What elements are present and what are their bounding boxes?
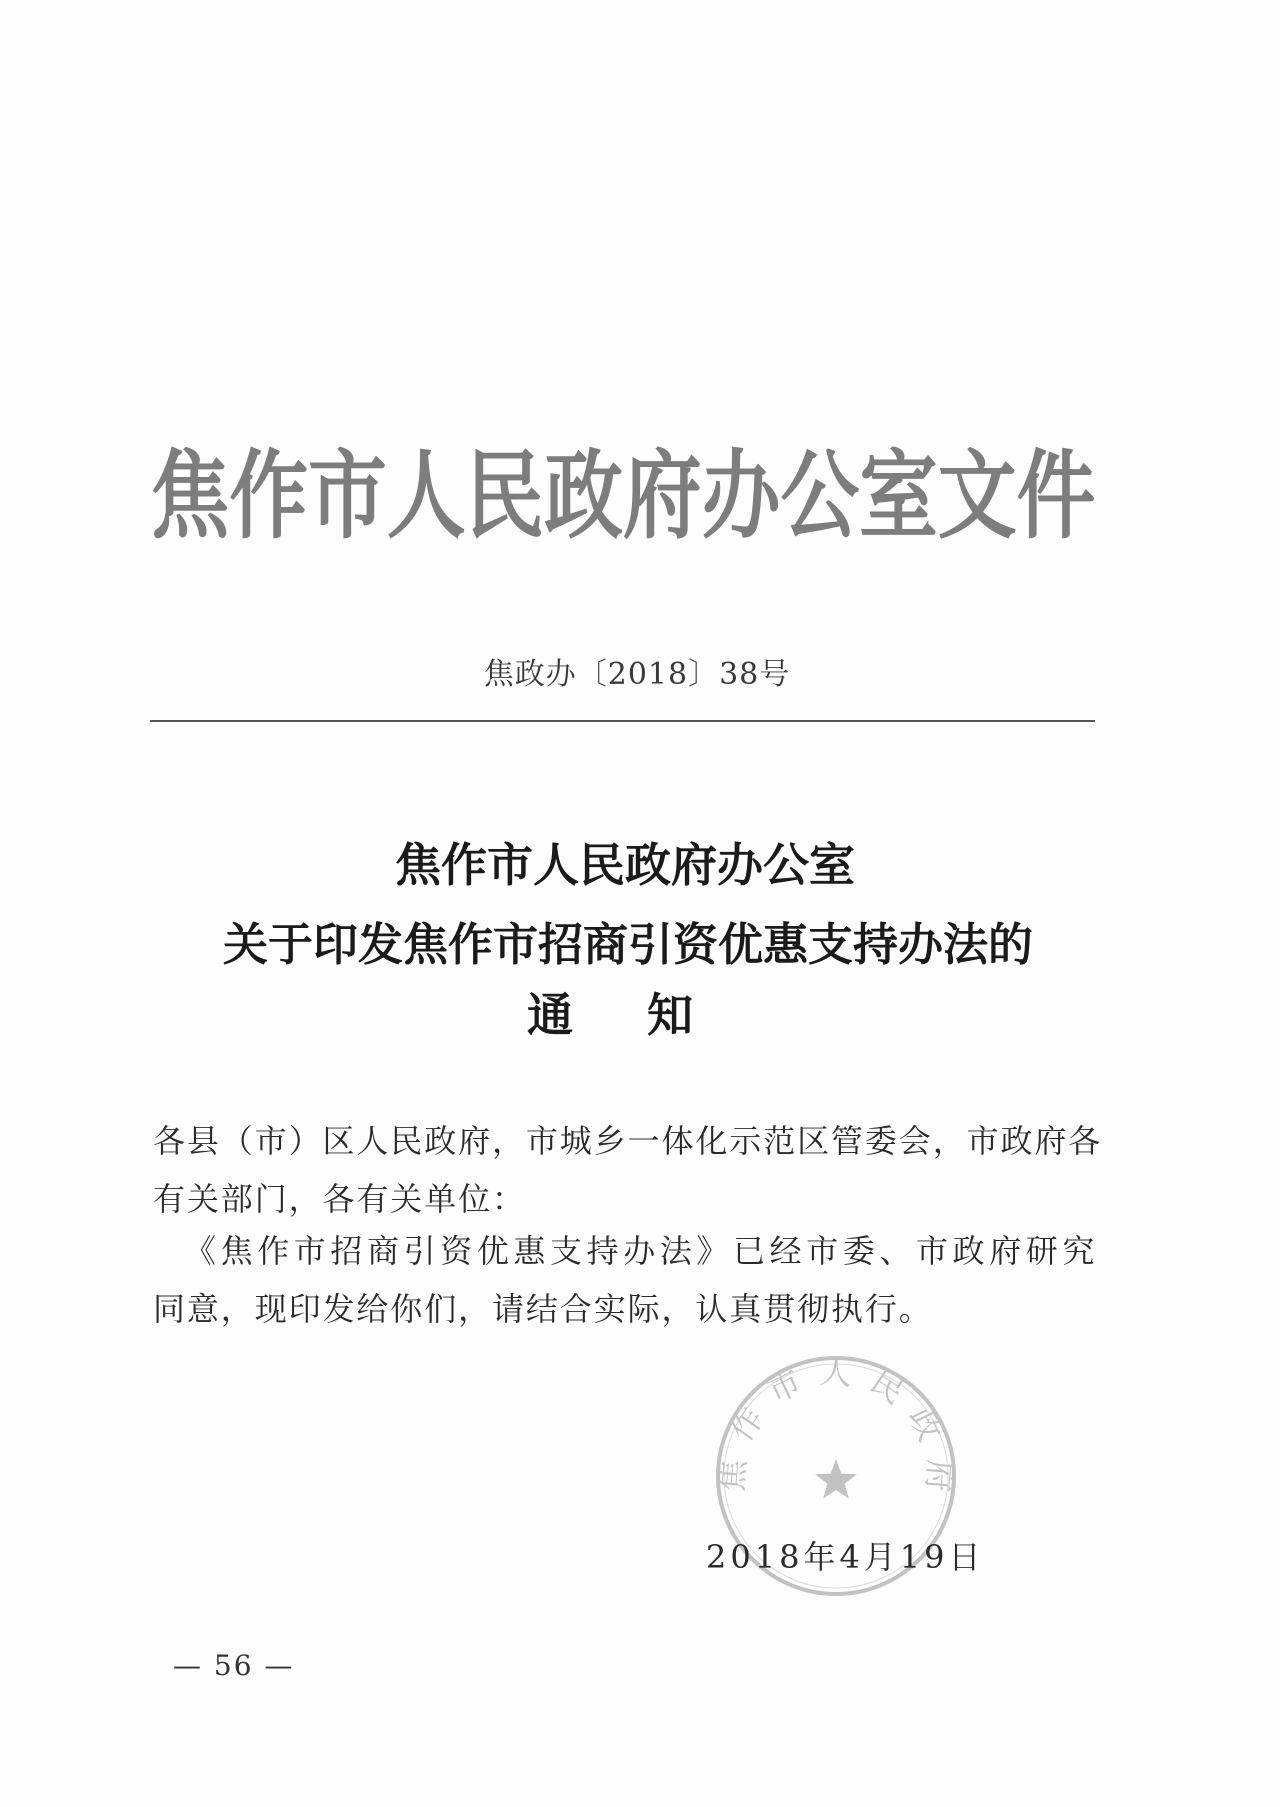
doc-number-block <box>0 659 1274 691</box>
issue-date: 2018年4月19日 <box>706 1538 985 1576</box>
title-block-3 <box>0 988 1234 1042</box>
body-paragraph-line-1: 《焦作市招商引资优惠支持办法》已经市委、市政府研究 <box>184 1232 1100 1270</box>
page-number: — 56 — <box>173 1649 295 1682</box>
addressee-line-1: 各县（市）区人民政府，市城乡一体化示范区管委会，市政府各 <box>153 1122 1103 1160</box>
title-line-2: 关于印发焦作市招商引资优惠支持办法的 <box>222 918 1033 971</box>
header-block <box>0 440 1246 552</box>
title-block-2 <box>0 918 1256 971</box>
seal-text: 焦作市人民政府 <box>712 1352 960 1510</box>
title-line-1: 焦作市人民政府办公室 <box>395 838 855 892</box>
title-block-1 <box>0 838 1250 892</box>
star-icon <box>815 1459 857 1499</box>
title-line-3: 通 知 <box>527 988 707 1042</box>
header-title: 焦作市人民政府办公室文件 <box>150 440 1096 552</box>
doc-number: 焦政办〔2018〕38号 <box>483 657 791 692</box>
body-paragraph-line-2: 同意，现印发给你们，请结合实际，认真贯彻执行。 <box>153 1290 933 1328</box>
header-divider <box>150 720 1095 722</box>
addressee-line-2: 有关部门，各有关单位： <box>153 1180 526 1218</box>
